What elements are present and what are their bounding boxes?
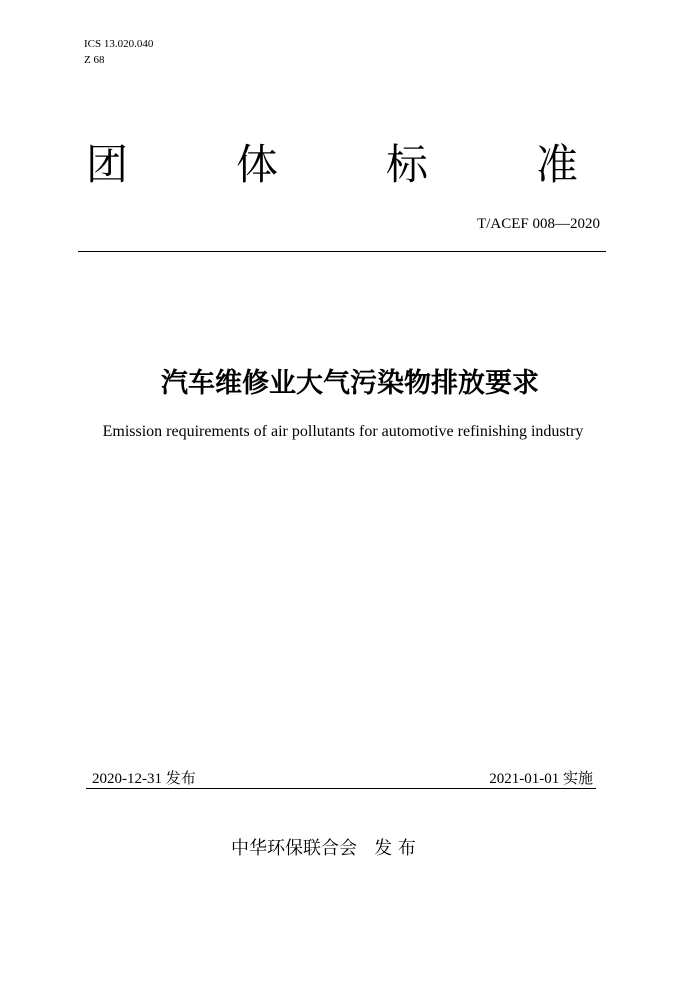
standard-type-char: 准: [536, 140, 579, 189]
implementation-date: 2021-01-01 实施: [489, 771, 593, 787]
publisher-line: [231, 834, 416, 860]
standard-type-char: 团: [86, 140, 129, 189]
footer-divider: [86, 788, 596, 789]
standard-code: T/ACEF 008—2020: [477, 216, 600, 232]
document-title-cn: 汽车维修业大气污染物排放要求: [161, 368, 539, 399]
standard-type-char: 体: [236, 140, 279, 189]
standard-type-char: 标: [386, 140, 429, 189]
release-date: 2020-12-31 发布: [92, 771, 196, 787]
publisher-org: 中华环保联合会: [231, 838, 357, 859]
classification-codes: [84, 36, 153, 68]
document-title-en: Emission requirements of air pollutants for automotive refinishing industry: [102, 423, 584, 440]
header-divider: [78, 251, 606, 252]
ics-code: ICS 13.020.040: [84, 38, 154, 50]
standard-type-heading: [86, 138, 586, 192]
publisher-action: 发 布: [374, 838, 416, 859]
ccs-code: Z 68: [84, 54, 105, 66]
